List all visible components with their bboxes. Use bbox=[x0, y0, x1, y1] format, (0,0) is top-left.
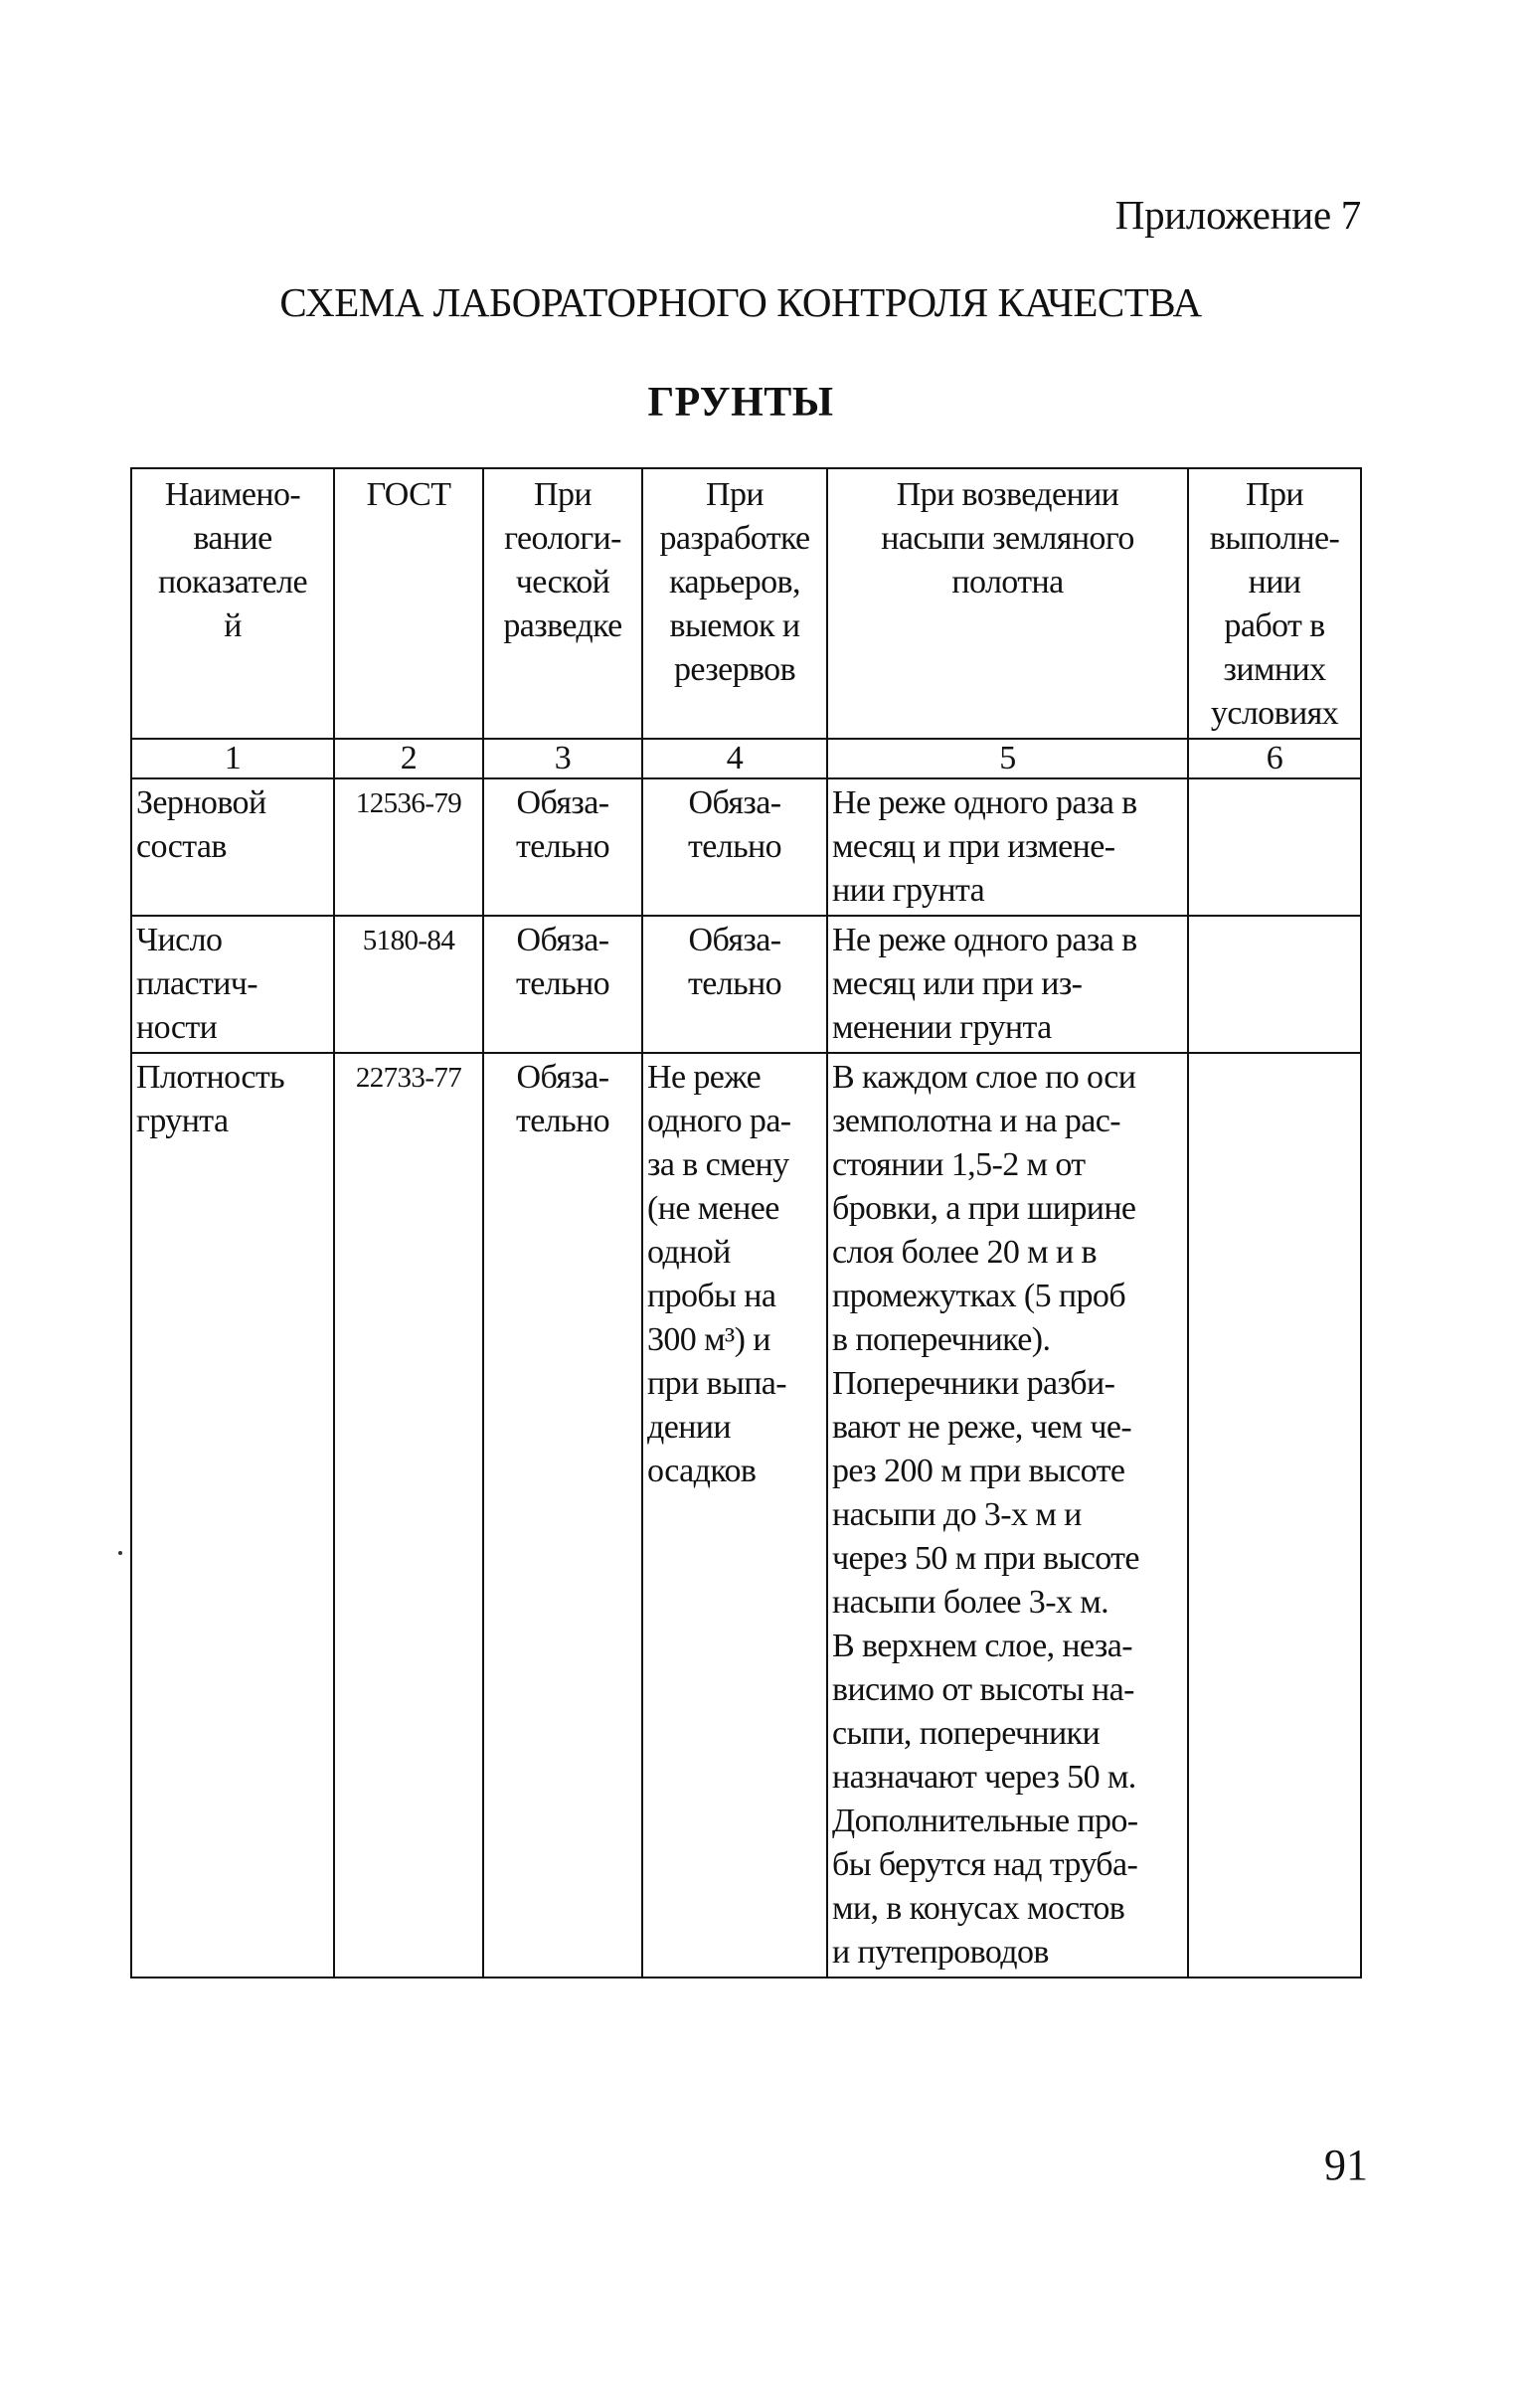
cell-indicator-name: Зерновой состав bbox=[131, 778, 334, 916]
header-indicator-name: Наимено- вание показателе й bbox=[131, 468, 334, 739]
cell-winter-works bbox=[1188, 916, 1361, 1053]
cell-quarry-development: Обяза- тельно bbox=[642, 778, 827, 916]
appendix-label: Приложение 7 bbox=[1114, 192, 1361, 238]
cell-geological-survey: Обяза- тельно bbox=[483, 778, 642, 916]
column-number: 5 bbox=[827, 739, 1188, 778]
cell-winter-works bbox=[1188, 1053, 1361, 1978]
column-number-row bbox=[131, 739, 1361, 778]
table-header-row bbox=[131, 468, 1361, 739]
header-winter-works: При выполне- нии работ в зимних условиях bbox=[1188, 468, 1361, 739]
table-row bbox=[131, 916, 1361, 1053]
table-row bbox=[131, 1053, 1361, 1978]
header-gost: ГОСТ bbox=[334, 468, 483, 739]
cell-indicator-name: Число пластич- ности bbox=[131, 916, 334, 1053]
cell-geological-survey: Обяза- тельно bbox=[483, 1053, 642, 1978]
scan-speck bbox=[118, 1551, 122, 1555]
header-geological-survey: При геологи- ческой разведке bbox=[483, 468, 642, 739]
cell-gost: 12536-79 bbox=[334, 778, 483, 916]
cell-geological-survey: Обяза- тельно bbox=[483, 916, 642, 1053]
quality-control-table bbox=[130, 467, 1362, 1978]
column-number: 1 bbox=[131, 739, 334, 778]
section-title: ГРУНТЫ bbox=[647, 380, 834, 426]
column-number: 4 bbox=[642, 739, 827, 778]
table-row bbox=[131, 778, 1361, 916]
cell-gost: 22733-77 bbox=[334, 1053, 483, 1978]
cell-winter-works bbox=[1188, 778, 1361, 916]
column-number: 2 bbox=[334, 739, 483, 778]
page-number: 91 bbox=[1324, 2141, 1368, 2189]
cell-embankment-construction: Не реже одного раза в месяц и при измене- нии грунта bbox=[827, 778, 1188, 916]
page-title: СХЕМА ЛАБОРАТОРНОГО КОНТРОЛЯ КАЧЕСТВА bbox=[279, 279, 1202, 325]
cell-embankment-construction: В каждом слое по оси земполотна и на рас- стоянии 1,5-2 м от бровки, а при ширине слоя более 20 м и в промежутках (5 проб в поперечнике). Поперечники разби- вают не реже, чем че- рез 200 м при высоте насыпи до 3-х м и через 50 м при высоте насыпи более 3-х м. В верхнем слое, неза- висимо от высоты на- сыпи, поперечники назначают через 50 м. Дополнительные про- бы берутся над труба- ми, в конусах мостов и путепроводов bbox=[827, 1053, 1188, 1978]
cell-indicator-name: Плотность грунта bbox=[131, 1053, 334, 1978]
column-number: 6 bbox=[1188, 739, 1361, 778]
cell-quarry-development: Обяза- тельно bbox=[642, 916, 827, 1053]
cell-quarry-development: Не реже одного ра- за в смену (не менее одной пробы на 300 м³) и при выпа- дении осадков bbox=[642, 1053, 827, 1978]
cell-embankment-construction: Не реже одного раза в месяц или при из- менении грунта bbox=[827, 916, 1188, 1053]
header-quarry-development: При разработке карьеров, выемок и резервов bbox=[642, 468, 827, 739]
column-number: 3 bbox=[483, 739, 642, 778]
header-embankment-construction: При возведении насыпи земляного полотна bbox=[827, 468, 1188, 739]
cell-gost: 5180-84 bbox=[334, 916, 483, 1053]
